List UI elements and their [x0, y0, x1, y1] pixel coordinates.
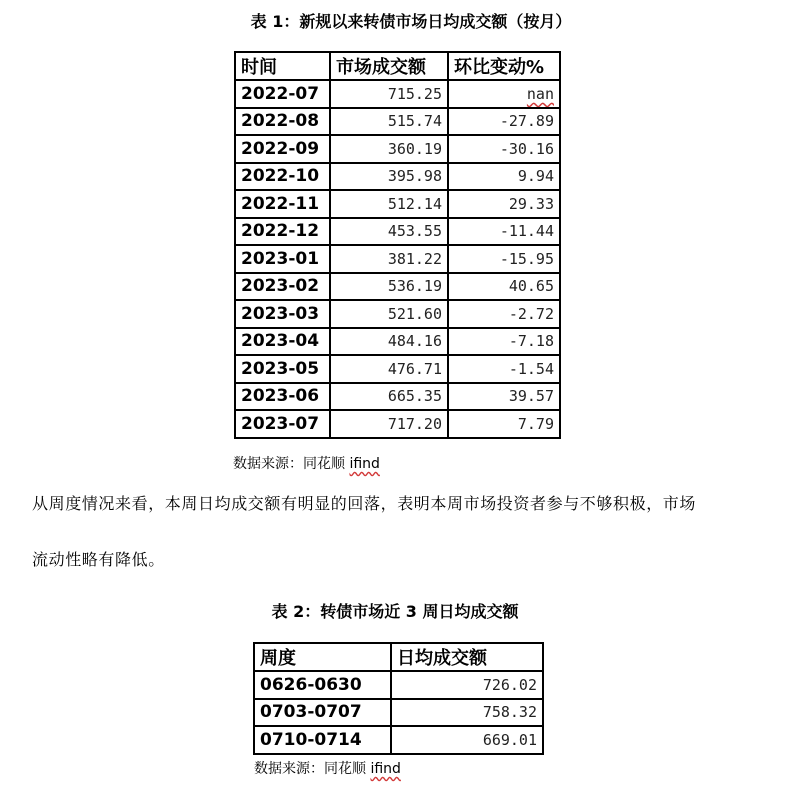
- week-cell: 0703-0707: [254, 699, 391, 727]
- table2-source: [254, 760, 401, 778]
- change-cell: -15.95: [448, 245, 560, 273]
- change-cell: -1.54: [448, 355, 560, 383]
- period-cell: 2023-05: [235, 355, 330, 383]
- period-cell: 2022-10: [235, 163, 330, 191]
- amount-cell: 665.35: [330, 383, 448, 411]
- week-cell: 0710-0714: [254, 726, 391, 754]
- paragraph-line-2: 流动性略有降低。: [32, 550, 165, 569]
- amount-cell: 360.19: [330, 135, 448, 163]
- column-header-daily-amount: 日均成交额: [391, 643, 543, 671]
- change-cell: 39.57: [448, 383, 560, 411]
- period-cell: 2023-06: [235, 383, 330, 411]
- column-header-change: 环比变动%: [448, 52, 560, 80]
- daily-amount-cell: 726.02: [391, 671, 543, 699]
- weekly-turnover-table: [253, 642, 544, 755]
- amount-cell: 453.55: [330, 218, 448, 246]
- change-cell: [448, 80, 560, 108]
- table-row: [235, 80, 560, 108]
- table-row: [235, 190, 560, 218]
- table-row: [235, 273, 560, 301]
- monthly-turnover-table: [234, 51, 561, 439]
- change-cell: 7.79: [448, 410, 560, 438]
- table-row: [235, 218, 560, 246]
- daily-amount-cell: 758.32: [391, 699, 543, 727]
- table-row: [235, 135, 560, 163]
- table-row: [235, 245, 560, 273]
- amount-cell: 521.60: [330, 300, 448, 328]
- table2-caption: 表 2：转债市场近 3 周日均成交额: [271, 602, 519, 621]
- change-cell: -7.18: [448, 328, 560, 356]
- table-row: [235, 355, 560, 383]
- amount-cell: 484.16: [330, 328, 448, 356]
- period-cell: 2022-11: [235, 190, 330, 218]
- period-cell: 2022-07: [235, 80, 330, 108]
- table-row: [254, 726, 543, 754]
- period-cell: 2023-02: [235, 273, 330, 301]
- table-row: [235, 163, 560, 191]
- amount-cell: 515.74: [330, 108, 448, 136]
- table-row: [254, 671, 543, 699]
- amount-cell: 717.20: [330, 410, 448, 438]
- table-row: [235, 300, 560, 328]
- source-name: ifind: [370, 761, 401, 777]
- paragraph-line-1: 从周度情况来看，本周日均成交额有明显的回落，表明本周市场投资者参与不够积极，市场: [32, 494, 697, 513]
- source-name: ifind: [349, 456, 380, 472]
- table-row: [235, 410, 560, 438]
- table-row: [235, 108, 560, 136]
- change-cell-value: nan: [526, 84, 554, 103]
- table-header-row: [235, 52, 560, 80]
- table-row: [235, 383, 560, 411]
- week-cell: 0626-0630: [254, 671, 391, 699]
- column-header-period: 时间: [235, 52, 330, 80]
- amount-cell: 536.19: [330, 273, 448, 301]
- change-cell: 40.65: [448, 273, 560, 301]
- period-cell: 2023-03: [235, 300, 330, 328]
- amount-cell: 395.98: [330, 163, 448, 191]
- amount-cell: 715.25: [330, 80, 448, 108]
- period-cell: 2022-08: [235, 108, 330, 136]
- table-row: [235, 328, 560, 356]
- table1-caption: 表 1：新规以来转债市场日均成交额（按月）: [250, 12, 572, 31]
- period-cell: 2022-09: [235, 135, 330, 163]
- amount-cell: 381.22: [330, 245, 448, 273]
- table-header-row: [254, 643, 543, 671]
- amount-cell: 512.14: [330, 190, 448, 218]
- period-cell: 2023-07: [235, 410, 330, 438]
- change-cell: -30.16: [448, 135, 560, 163]
- column-header-week: 周度: [254, 643, 391, 671]
- change-cell: -2.72: [448, 300, 560, 328]
- change-cell: 9.94: [448, 163, 560, 191]
- source-label: 数据来源：同花顺: [233, 456, 350, 472]
- period-cell: 2023-04: [235, 328, 330, 356]
- amount-cell: 476.71: [330, 355, 448, 383]
- source-label: 数据来源：同花顺: [254, 761, 371, 777]
- change-cell: 29.33: [448, 190, 560, 218]
- table1-source: [233, 455, 380, 473]
- table-row: [254, 699, 543, 727]
- daily-amount-cell: 669.01: [391, 726, 543, 754]
- change-cell: -27.89: [448, 108, 560, 136]
- period-cell: 2022-12: [235, 218, 330, 246]
- period-cell: 2023-01: [235, 245, 330, 273]
- change-cell: -11.44: [448, 218, 560, 246]
- column-header-amount: 市场成交额: [330, 52, 448, 80]
